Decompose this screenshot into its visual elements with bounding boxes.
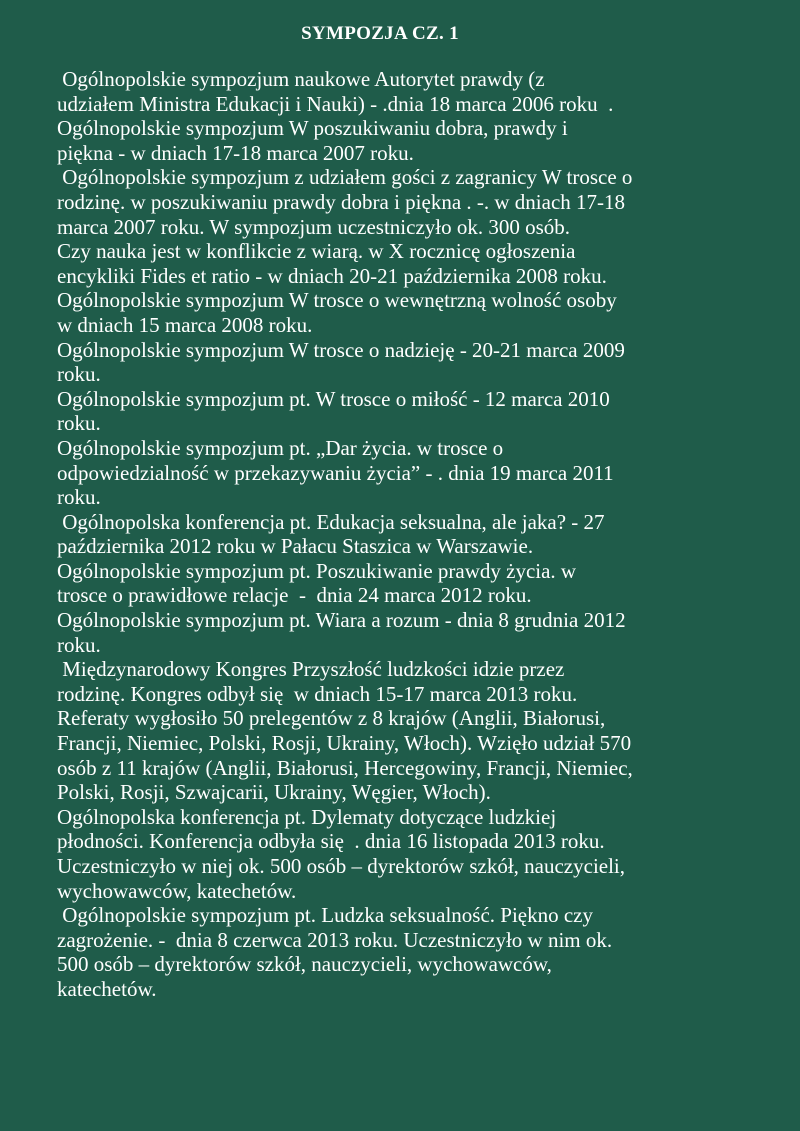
list-item: Ogólnopolskie sympozjum pt. Poszukiwanie prawdy życia. w trosce o prawidłowe relacje - dnia 24 marca 2012 roku. (57, 558, 577, 608)
list-item: Czy nauka jest w konflikcie z wiarą. w X rocznicę ogłoszenia encykliki Fides et ratio - w dniach 20-21 października 2008 roku. (57, 239, 607, 288)
list-item: Ogólnopolskie sympozjum pt. W trosce o miłość - 12 marca 2010 roku. (57, 386, 610, 436)
list-item: Ogólnopolskie sympozjum naukowe Autorytet prawdy (z udziałem Ministra Edukacji i Nauki) - .dnia 18 marca 2006 roku . (57, 67, 614, 116)
list-item: Ogólnopolskie sympozjum pt. „Dar życia. w trosce o odpowiedzialność w przekazywaniu życia” - . dnia 19 marca 2011 roku. (57, 435, 614, 510)
list-item: Ogólnopolskie sympozjum W trosce o wewnętrzną wolność osoby w dniach 15 marca 2008 roku. (57, 288, 617, 337)
list-item: Ogólnopolskie sympozjum pt. Ludzka seksualność. Piękno czy zagrożenie. - dnia 8 czerwca 2013 roku. Uczestniczyło w nim ok. 500 osób – dyrektorów szkół, nauczycieli, wychowawców, katechetów. (57, 903, 613, 1001)
list-item: Ogólnopolska konferencja pt. Edukacja seksualna, ale jaka? - 27 października 2012 roku w Pałacu Staszica w Warszawie. (57, 509, 605, 559)
page-title: SYMPOZJA CZ. 1 (301, 23, 459, 44)
list-item: Ogólnopolskie sympozjum W trosce o nadzieję - 20-21 marca 2009 roku. (57, 337, 625, 387)
list-item: Ogólnopolskie sympozjum W poszukiwaniu dobra, prawdy i piękna - w dniach 17-18 marca 2007 roku. (57, 116, 568, 165)
list-item: Ogólnopolska konferencja pt. Dylematy dotyczące ludzkiej płodności. Konferencja odbyła się . dnia 16 listopada 2013 roku. Uczestniczyło w niej ok. 500 osób – dyrektorów szkół, nauczycieli, wychowawców, katechetów. (57, 804, 626, 903)
symposium-list (57, 67, 785, 1002)
list-item: Międzynarodowy Kongres Przyszłość ludzkości idzie przez rodzinę. Kongres odbył się w dniach 15-17 marca 2013 roku. Referaty wygłosiło 50 prelegentów z 8 krajów (Anglii, Białorusi, Francji, Niemiec, Polski, Rosji, Ukrainy, Włoch). Wzięło udział 570 osób z 11 krajów (Anglii, Białorusi, Hercegowiny, Francji, Niemiec, Polski, Rosji, Szwajcarii, Ukrainy, Węgier, Włoch). (57, 657, 633, 805)
list-item: Ogólnopolskie sympozjum pt. Wiara a rozum - dnia 8 grudnia 2012 roku. (57, 608, 626, 657)
list-item: Ogólnopolskie sympozjum z udziałem gości z zagranicy W trosce o rodzinę. w poszukiwaniu prawdy dobra i piękna . -. w dniach 17-18 marca 2007 roku. W sympozjum uczestniczyło ok. 300 osób. (57, 165, 633, 239)
